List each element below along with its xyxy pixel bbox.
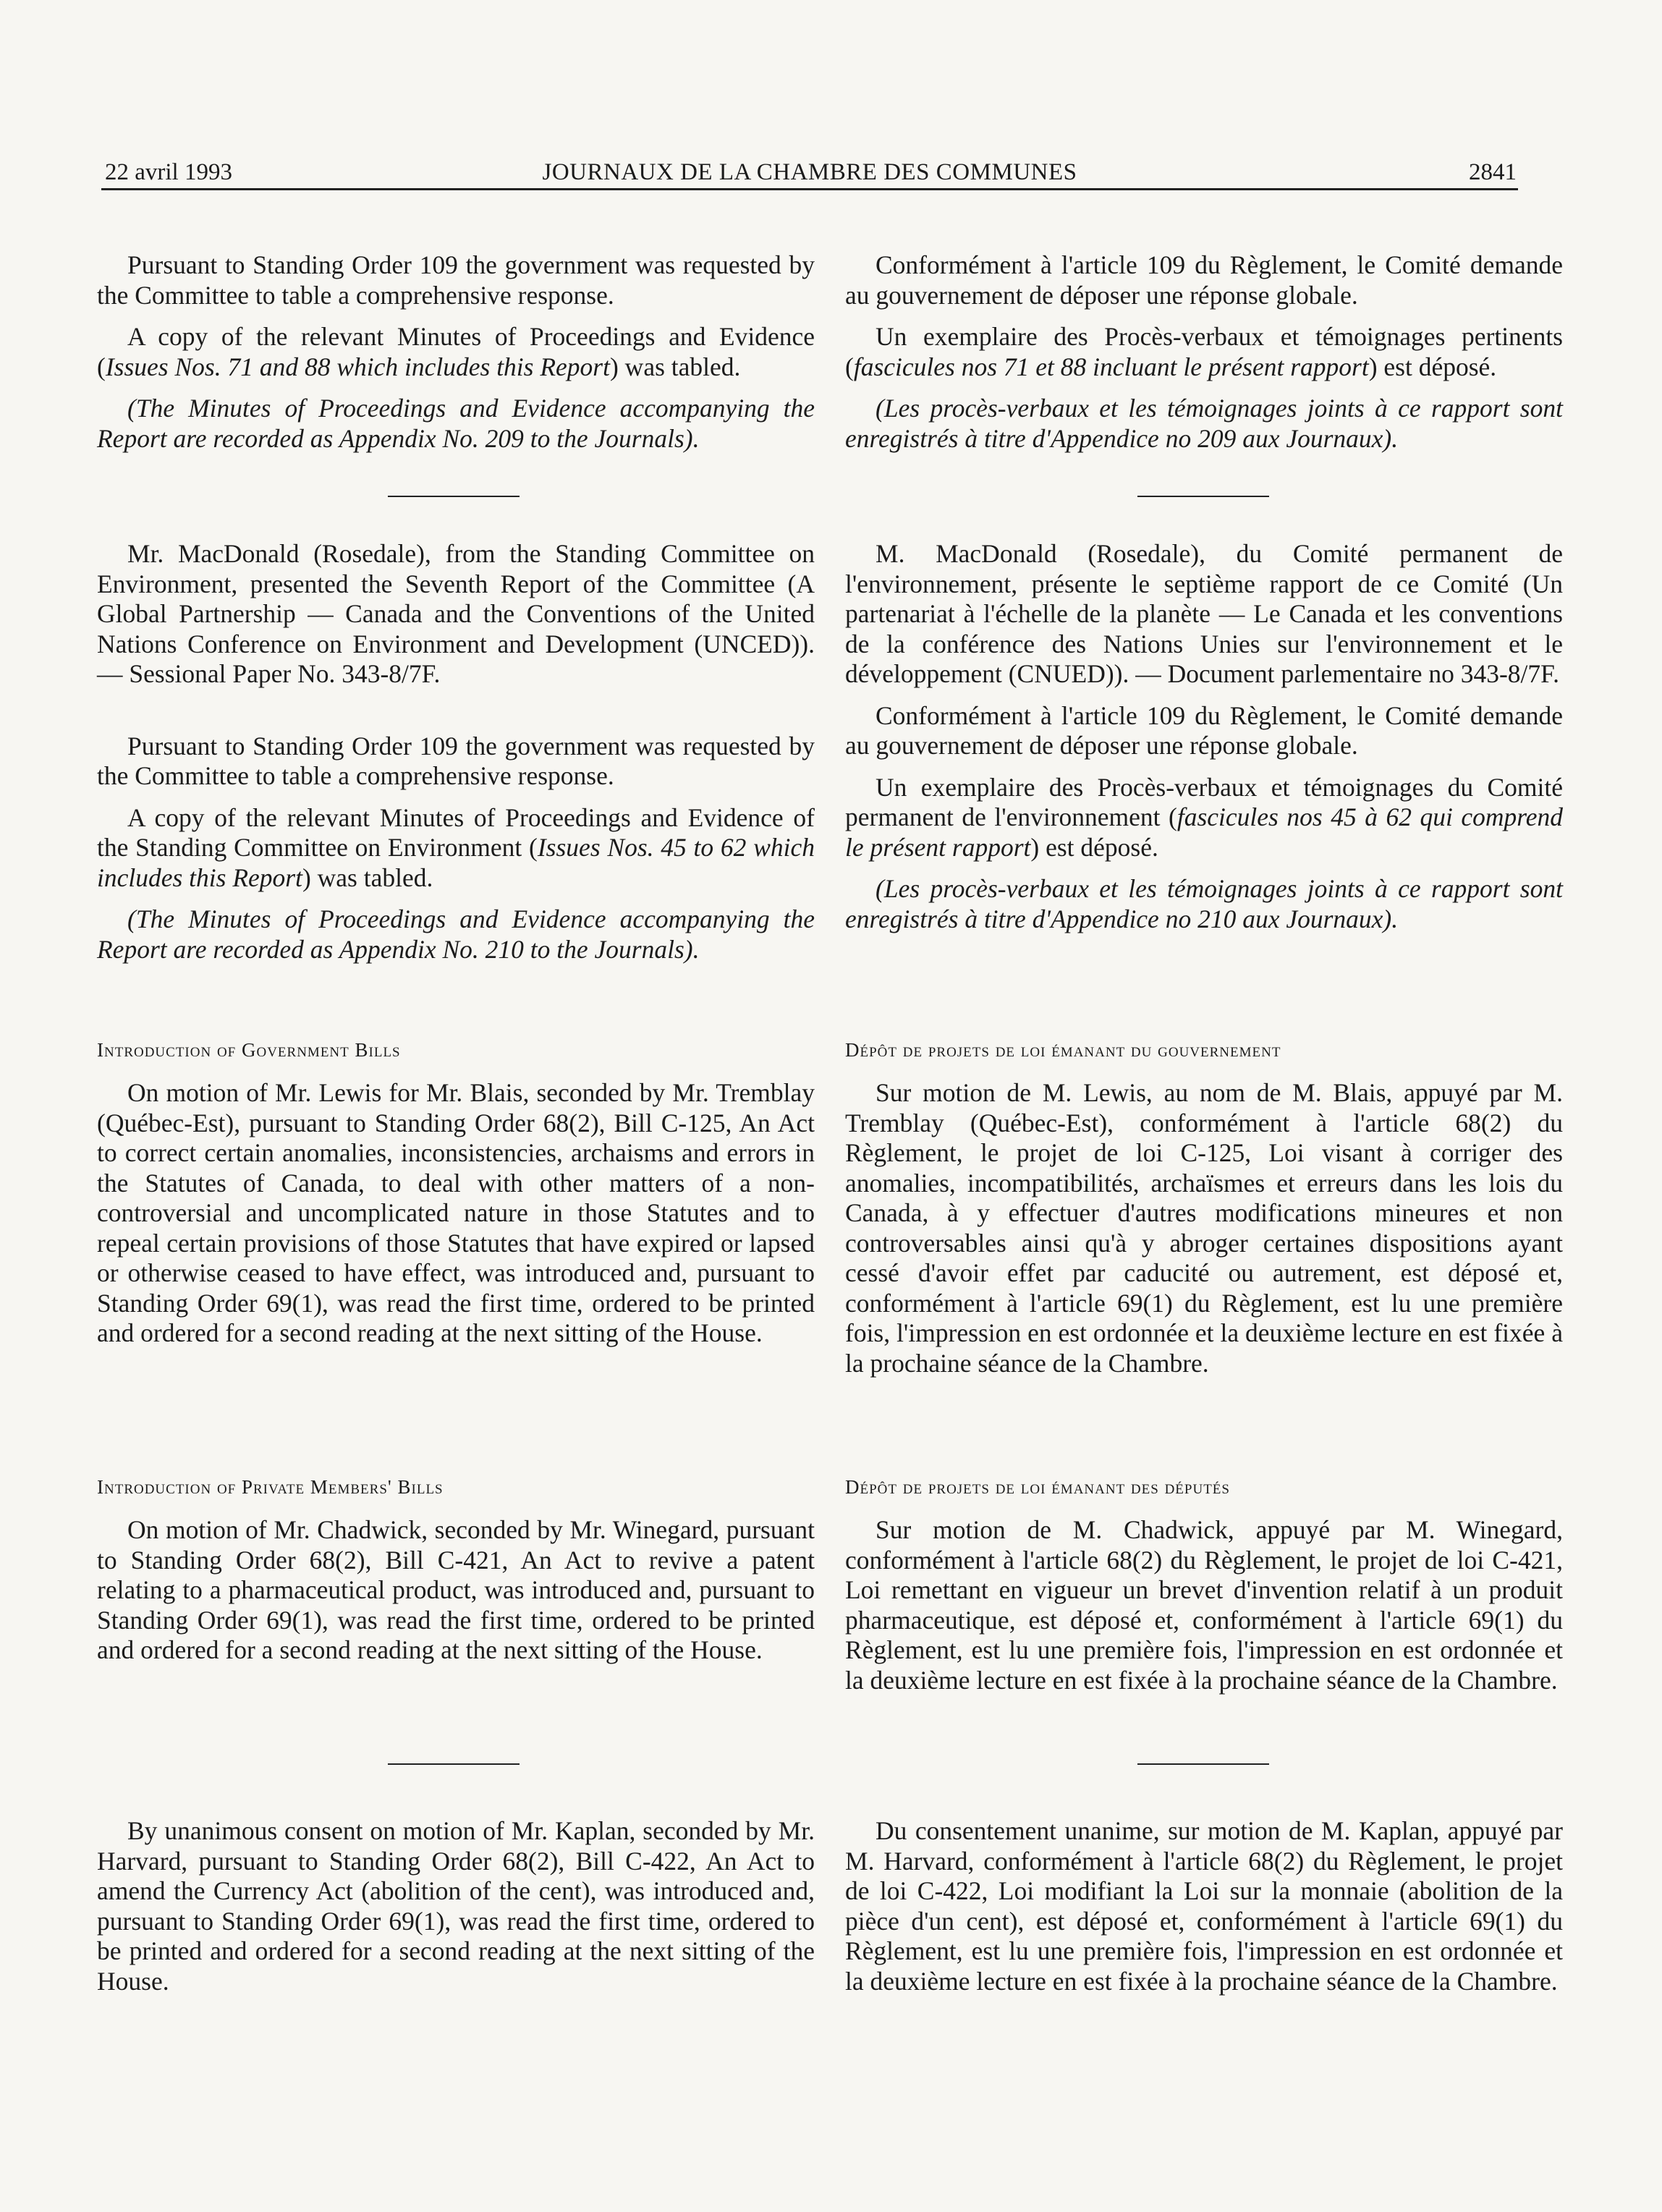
en-copy-paragraph: A copy of the relevant Minutes of Proceedings and Evidence of the Standing Committee on Environment (Issues Nos. 45 to 62 which includes this Report) was tabled.: [97, 802, 815, 892]
en-copy-paragraph: A copy of the relevant Minutes of Proceedings and Evidence (Issues Nos. 71 and 88 which includes this Report) was tabled.: [97, 322, 815, 381]
fr-block-2: [845, 539, 1563, 934]
fr-response-paragraph: Conformément à l'article 109 du Règlement, le Comité demande au gouvernement de déposer une réponse globale.: [845, 250, 1563, 310]
en-response-paragraph: Pursuant to Standing Order 109 the government was requested by the Committee to table a comprehensive response.: [97, 731, 815, 790]
page-header: [101, 156, 1518, 190]
fr-section-government-bills: [845, 1078, 1563, 1378]
header-date: 22 avril 1993: [105, 159, 232, 185]
fr-appendix-paragraph: (Les procès-verbaux et les témoignages joints à ce rapport sont enregistrés à titre d'Appendice no 209 aux Journaux).: [845, 394, 1563, 453]
header-title: JOURNAUX DE LA CHAMBRE DES COMMUNES: [542, 159, 1077, 185]
en-section-government-bills: [97, 1078, 815, 1349]
fr-section-private-bills: [845, 1515, 1563, 1695]
en-response-paragraph: Pursuant to Standing Order 109 the government was requested by the Committee to table a comprehensive response.: [97, 250, 815, 310]
fr-report-paragraph: M. MacDonald (Rosedale), du Comité permanent de l'environnement, présente le septième rapport de ce Comité (Un partenariat à l'échelle de la planète — Le Canada et les conventions de la conférence des Nations Unies sur l'environnement et le développement (CNUED)). — Document parlementaire no 343-8/7F.: [845, 539, 1563, 688]
separator-rule: [1137, 1763, 1269, 1765]
fr-heading-private-bills: Dépôt de projets de loi émanant des députés: [845, 1476, 1230, 1498]
en-block-2: [97, 539, 815, 965]
fr-block-1: [845, 250, 1563, 454]
separator-rule: [1137, 496, 1269, 497]
en-section-private-bills: [97, 1515, 815, 1666]
en-block-1: [97, 250, 815, 454]
fr-bill-c421-paragraph: Sur motion de M. Chadwick, appuyé par M. Winegard, conformément à l'article 68(2) du Règlement, le projet de loi C-421, Loi remettant en vigueur un brevet d'invention relatif à un produit pharmaceutique, est déposé et, conformément à l'article 69(1) du Règlement, est lu une première fois, l'impression en est ordonnée et la deuxième lecture en est fixée à la prochaine séance de la Chambre.: [845, 1515, 1563, 1695]
en-bill-c421-paragraph: On motion of Mr. Chadwick, seconded by Mr. Winegard, pursuant to Standing Order 68(2), Bill C-421, An Act to revive a patent relating to a pharmaceutical product, was introduced and, pursuant to Standing Order 69(1), was read the first time, ordered to be printed and ordered for a second reading at the next sitting of the House.: [97, 1515, 815, 1664]
fr-heading-government-bills: Dépôt de projets de loi émanant du gouvernement: [845, 1039, 1281, 1061]
fr-appendix-paragraph: (Les procès-verbaux et les témoignages joints à ce rapport sont enregistrés à titre d'Appendice no 210 aux Journaux).: [845, 874, 1563, 933]
separator-rule: [388, 1763, 520, 1765]
fr-copy-paragraph: Un exemplaire des Procès-verbaux et témoignages pertinents (fascicules nos 71 et 88 incluant le présent rapport) est déposé.: [845, 322, 1563, 381]
en-block-3: [97, 1816, 815, 1996]
en-heading-private-bills: Introduction of Private Members' Bills: [97, 1476, 444, 1498]
en-bill-c422-paragraph: By unanimous consent on motion of Mr. Kaplan, seconded by Mr. Harvard, pursuant to Standing Order 68(2), Bill C-422, An Act to amend the Currency Act (abolition of the cent), was introduced and, pursuant to Standing Order 69(1), was read the first time, ordered to be printed and ordered for a second reading at the next sitting of the House.: [97, 1816, 815, 1996]
en-appendix-paragraph: (The Minutes of Proceedings and Evidence accompanying the Report are recorded as Appendix No. 210 to the Journals).: [97, 904, 815, 964]
fr-response-paragraph: Conformément à l'article 109 du Règlement, le Comité demande au gouvernement de déposer une réponse globale.: [845, 700, 1563, 760]
en-bill-c125-paragraph: On motion of Mr. Lewis for Mr. Blais, seconded by Mr. Tremblay (Québec-Est), pursuant to Standing Order 68(2), Bill C-125, An Act to correct certain anomalies, inconsistencies, archaisms and errors in the Statutes of Canada, to deal with other matters of a non-controversial and uncomplicated nature in those Statutes and to repeal certain provisions of those Statutes that have expired or lapsed or otherwise ceased to have effect, was introduced and, pursuant to Standing Order 69(1), was read the first time, ordered to be printed and ordered for a second reading at the next sitting of the House.: [97, 1078, 815, 1347]
separator-rule: [388, 496, 520, 497]
fr-copy-paragraph: Un exemplaire des Procès-verbaux et témoignages du Comité permanent de l'environnement (fascicules nos 45 à 62 qui comprend le présent rapport) est déposé.: [845, 772, 1563, 862]
fr-block-3: [845, 1816, 1563, 1996]
fr-bill-c125-paragraph: Sur motion de M. Lewis, au nom de M. Blais, appuyé par M. Tremblay (Québec-Est), conformément à l'article 68(2) du Règlement, le projet de loi C-125, Loi visant à corriger des anomalies, incompatibilités, archaïsmes et erreurs dans les lois du Canada, à y effectuer d'autres modifications mineures et non controversables ainsi qu'à y abroger certaines dispositions ayant cessé d'avoir effet par caducité ou autrement, est déposé et, conformément à l'article 69(1) du Règlement, est lu une première fois, l'impression en est ordonnée et la deuxième lecture en est fixée à la prochaine séance de la Chambre.: [845, 1078, 1563, 1378]
en-heading-government-bills: Introduction of Government Bills: [97, 1039, 401, 1061]
en-appendix-paragraph: (The Minutes of Proceedings and Evidence accompanying the Report are recorded as Appendix No. 209 to the Journals).: [97, 394, 815, 453]
page-number: 2841: [1469, 159, 1517, 185]
fr-bill-c422-paragraph: Du consentement unanime, sur motion de M. Kaplan, appuyé par M. Harvard, conformément à l'article 68(2) du Règlement, le projet de loi C-422, Loi modifiant la Loi sur la monnaie (abolition de la pièce d'un cent), est déposé et, conformément à l'article 69(1) du Règlement, est lu une première fois, l'impression en est ordonnée et la deuxième lecture en est fixée à la prochaine séance de la Chambre.: [845, 1816, 1563, 1996]
en-report-paragraph: Mr. MacDonald (Rosedale), from the Standing Committee on Environment, presented the Seventh Report of the Committee (A Global Partnership — Canada and the Conventions of the United Nations Conference on Environment and Development (UNCED)). — Sessional Paper No. 343-8/7F.: [97, 539, 815, 688]
